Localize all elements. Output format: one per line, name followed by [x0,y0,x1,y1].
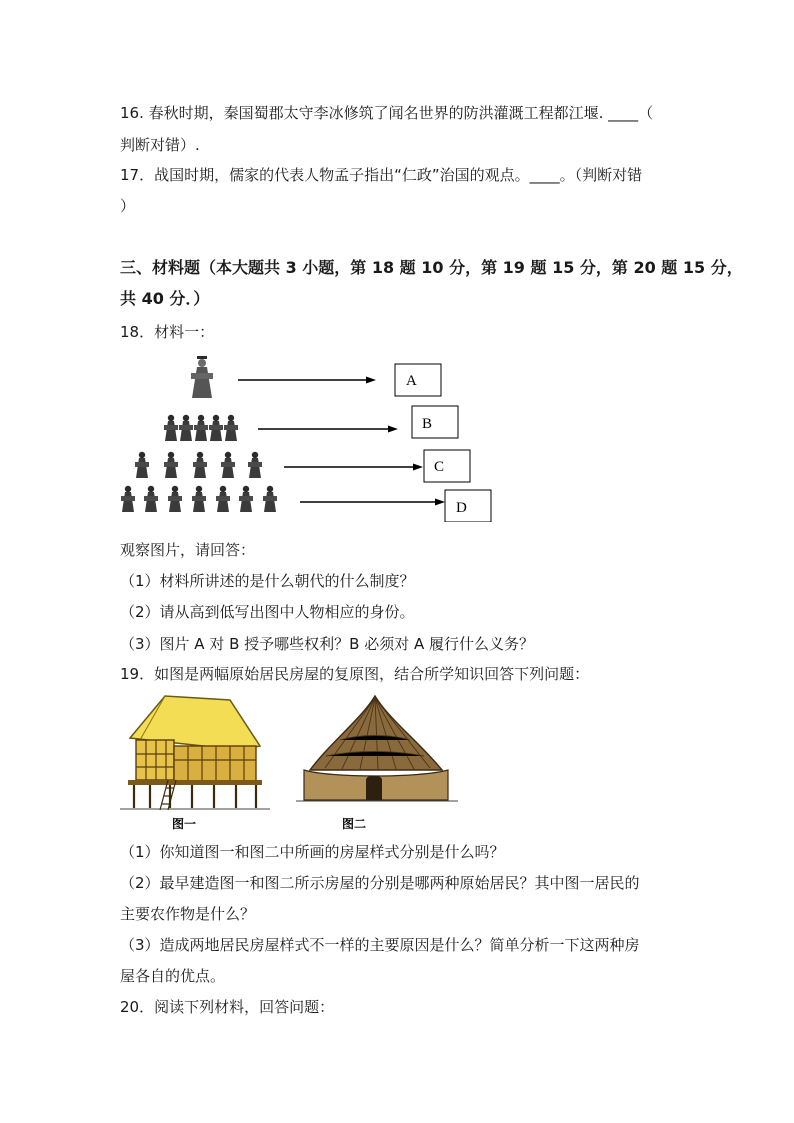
q19-sub2-line2: 主要农作物是什么？ [120,905,256,923]
q19-sub2-line1: （2）最早建造图一和图二所示房屋的分别是哪两种原始居民？其中图一居民的 [120,874,640,892]
box-d [445,490,491,522]
q19-sub1: （1）你知道图一和图二中所画的房屋样式分别是什么吗？ [120,843,505,861]
q18-sub1: （1）材料所讲述的是什么朝代的什么制度？ [120,572,415,590]
q18-sub3: （3）图片 A 对 B 授予哪些权利？B 必须对 A 履行什么义务？ [120,635,535,653]
q20-intro: 20．阅读下列材料，回答问题： [120,998,335,1016]
q19-intro: 19．如图是两幅原始居民房屋的复原图，结合所学知识回答下列问题： [120,665,590,683]
q16-line2: 判断对错）. [120,136,200,154]
q18-intro: 18．材料一： [120,323,215,341]
king-figure [191,356,213,398]
box-b-label: B [422,416,433,432]
stilt-house-illustration [120,696,270,810]
q19-sub3-line1: （3）造成两地居民房屋样式不一样的主要原因是什么？简单分析一下这两种房 [120,936,640,954]
section3-heading-line1: 三、材料题（本大题共 3 小题，第 18 题 10 分，第 19 题 15 分，第 20 题 15 分， [120,258,743,277]
q18-prompt: 观察图片，请回答： [120,541,256,559]
box-c [424,450,470,482]
q16-line1: 16. 春秋时期，秦国蜀郡太守李冰修筑了闻名世界的防洪灌溉工程都江堰. ____（ [120,104,654,122]
q17-line2: ） [120,197,136,215]
box-c-label: C [434,459,445,475]
caption-figure1: 图一 [172,817,197,831]
feudal-pyramid-figure [118,352,498,522]
q19-sub3-line2: 屋各自的优点。 [120,967,226,985]
box-b [412,406,458,438]
box-d-label: D [456,500,467,516]
round-hut-illustration [296,696,458,801]
box-a-label: A [406,373,417,389]
section3-heading-line2: 共 40 分．） [120,289,210,308]
caption-figure2: 图二 [342,817,367,831]
q17-line1: 17．战国时期，儒家的代表人物孟子指出“仁政”治国的观点。____。（判断对错 [120,166,643,184]
box-a [395,364,441,396]
primitive-houses-figure [120,688,460,833]
q18-sub2: （2）请从高到低写出图中人物相应的身份。 [120,603,415,621]
